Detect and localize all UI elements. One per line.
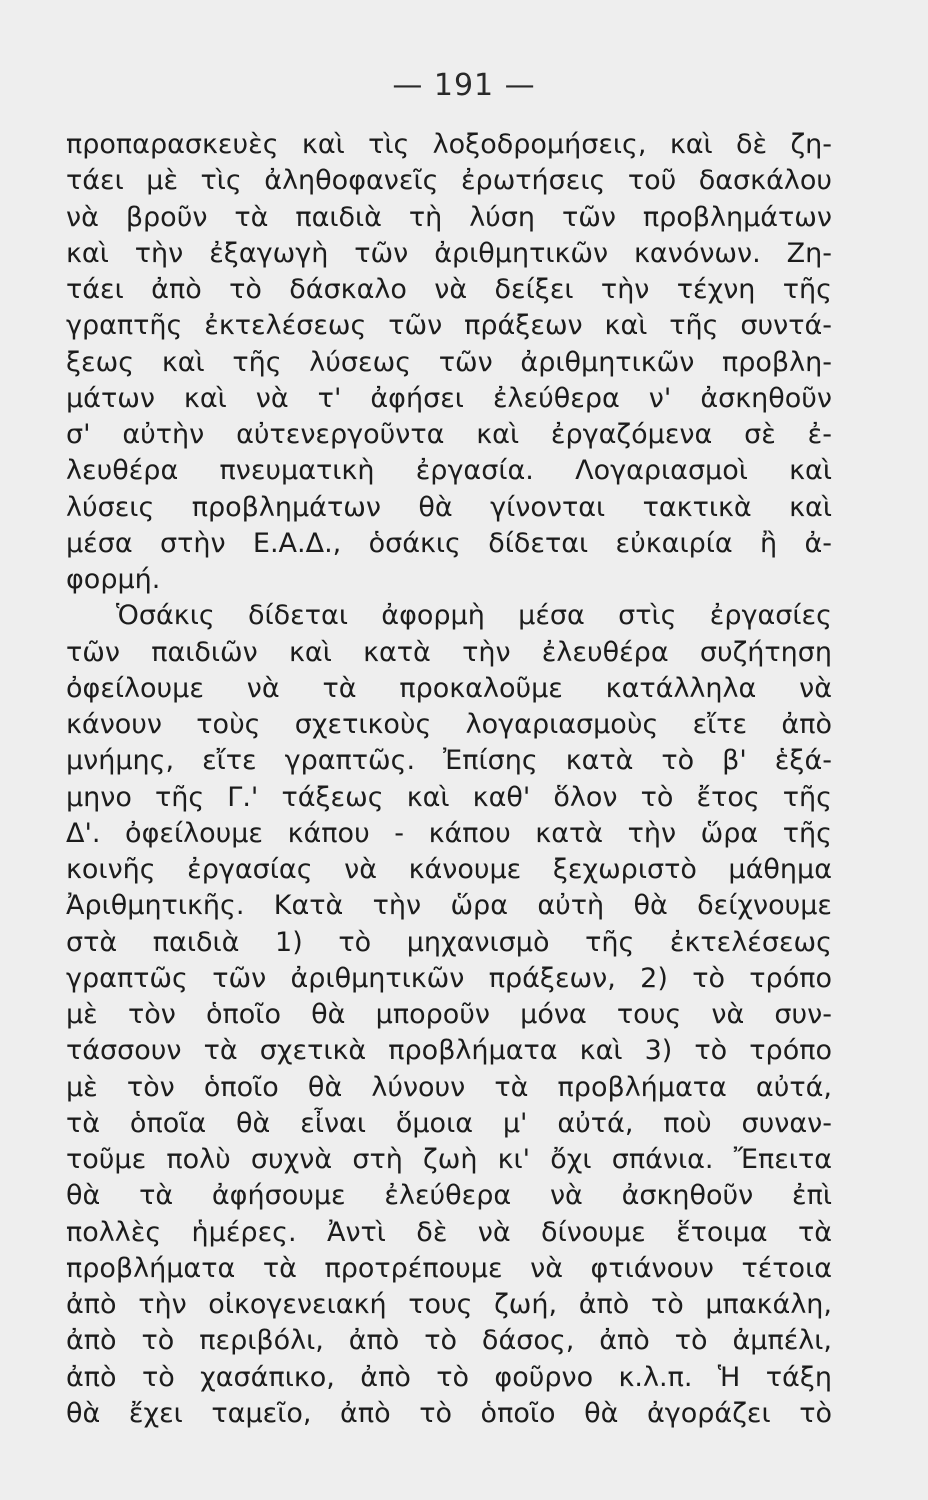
text-line: Ὁσάκις δίδεται ἀφορμὴ μέσα στὶς ἐργασίες bbox=[116, 600, 832, 632]
text-line: ἀπὸ τὸ περιβόλι, ἀπὸ τὸ δάσος, ἀπὸ τὸ ἀμπέλι, bbox=[66, 1325, 832, 1357]
text-line: ξεως καὶ τῆς λύσεως τῶν ἀριθμητικῶν προβλη- bbox=[66, 346, 832, 378]
text-line: γραπτῆς ἐκτελέσεως τῶν πράξεων καὶ τῆς συντά- bbox=[66, 310, 832, 342]
text-line: ἀπὸ τὴν οἰκογενειακή τους ζωή, ἀπὸ τὸ μπακάλη, bbox=[66, 1289, 832, 1320]
text-line: ὀφείλουμε νὰ τὰ προκαλοῦμε κατάλληλα νὰ bbox=[66, 672, 832, 704]
text-line: μέσα στὴν Ε.Α.Δ., ὁσάκις δίδεται εὐκαιρία ἢ ἀ- bbox=[66, 527, 832, 559]
text-line: στὰ παιδιὰ 1) τὸ μηχανισμὸ τῆς ἐκτελέσεως bbox=[66, 926, 832, 958]
text-line: μηνο τῆς Γ.' τάξεως καὶ καθ' ὅλον τὸ ἔτος τῆς bbox=[66, 781, 832, 813]
text-line: τάει μὲ τὶς ἀληθοφανεῖς ἐρωτήσεις τοῦ δασκάλου bbox=[66, 165, 832, 197]
text-line: θὰ τὰ ἀφήσουμε ἐλεύθερα νὰ ἀσκηθοῦν ἐπὶ bbox=[66, 1180, 832, 1212]
page-number: — 191 — bbox=[392, 68, 536, 103]
text-line: τῶν παιδιῶν καὶ κατὰ τὴν ἐλευθέρα συζήτηση bbox=[66, 636, 832, 668]
text-line: θὰ ἔχει ταμεῖο, ἀπὸ τὸ ὁποῖο θὰ ἀγοράζει τὸ bbox=[66, 1397, 832, 1429]
text-line: προβλήματα τὰ προτρέπουμε νὰ φτιάνουν τέτοια bbox=[66, 1252, 832, 1284]
text-line: μνήμης, εἴτε γραπτῶς. Ἐπίσης κατὰ τὸ β' ἑξά- bbox=[66, 745, 832, 777]
text-line: μάτων καὶ νὰ τ' ἀφήσει ἐλεύθερα ν' ἀσκηθοῦν bbox=[66, 382, 832, 414]
text-line: λύσεις προβλημάτων θὰ γίνονται τακτικὰ καὶ bbox=[66, 491, 832, 523]
text-line: μὲ τὸν ὁποῖο θὰ μποροῦν μόνα τους νὰ συν- bbox=[66, 999, 832, 1030]
text-line: τοῦμε πολὺ συχνὰ στὴ ζωὴ κι' ὄχι σπάνια. Ἔπειτα bbox=[66, 1144, 832, 1175]
text-line: Ἀριθμητικῆς. Κατὰ τὴν ὥρα αὐτὴ θὰ δείχνουμε bbox=[66, 890, 832, 922]
text-line: καὶ τὴν ἐξαγωγὴ τῶν ἀριθμητικῶν κανόνων. Ζη- bbox=[66, 237, 832, 269]
text-line: κάνουν τοὺς σχετικοὺς λογαριασμοὺς εἴτε ἀπὸ bbox=[66, 709, 832, 740]
text-line: τάει ἀπὸ τὸ δάσκαλο νὰ δείξει τὴν τέχνη τῆς bbox=[66, 274, 832, 305]
text-line: μὲ τὸν ὁποῖο θὰ λύνουν τὰ προβλήματα αὐτά, bbox=[66, 1071, 832, 1103]
text-line: τάσσουν τὰ σχετικὰ προβλήματα καὶ 3) τὸ τρόπο bbox=[66, 1035, 832, 1067]
text-line: κοινῆς ἐργασίας νὰ κάνουμε ξεχωριστὸ μάθημα bbox=[66, 854, 832, 885]
text-line: νὰ βροῦν τὰ παιδιὰ τὴ λύση τῶν προβλημάτων bbox=[66, 201, 832, 233]
body-text bbox=[66, 127, 832, 1432]
text-line: σ' αὐτὴν αὐτενεργοῦντα καὶ ἐργαζόμενα σὲ ἐ- bbox=[66, 419, 832, 450]
text-line: Δ'. ὀφείλουμε κάπου - κάπου κατὰ τὴν ὥρα τῆς bbox=[66, 817, 832, 849]
text-line: προπαρασκευὲς καὶ τὶς λοξοδρομήσεις, καὶ δὲ ζη- bbox=[66, 129, 832, 160]
text-line: φορμή. bbox=[66, 564, 161, 595]
text-line: πολλὲς ἡμέρες. Ἀντὶ δὲ νὰ δίνουμε ἕτοιμα τὰ bbox=[66, 1216, 832, 1248]
text-line: τὰ ὁποῖα θὰ εἶναι ὅμοια μ' αὐτά, ποὺ συναν- bbox=[66, 1107, 832, 1139]
text-line: γραπτῶς τῶν ἀριθμητικῶν πράξεων, 2) τὸ τρόπο bbox=[66, 962, 832, 994]
text-line: λευθέρα πνευματικὴ ἐργασία. Λογαριασμοὶ καὶ bbox=[66, 455, 832, 487]
text-line: ἀπὸ τὸ χασάπικο, ἀπὸ τὸ φοῦρνο κ.λ.π. Ἡ τάξη bbox=[66, 1361, 832, 1393]
